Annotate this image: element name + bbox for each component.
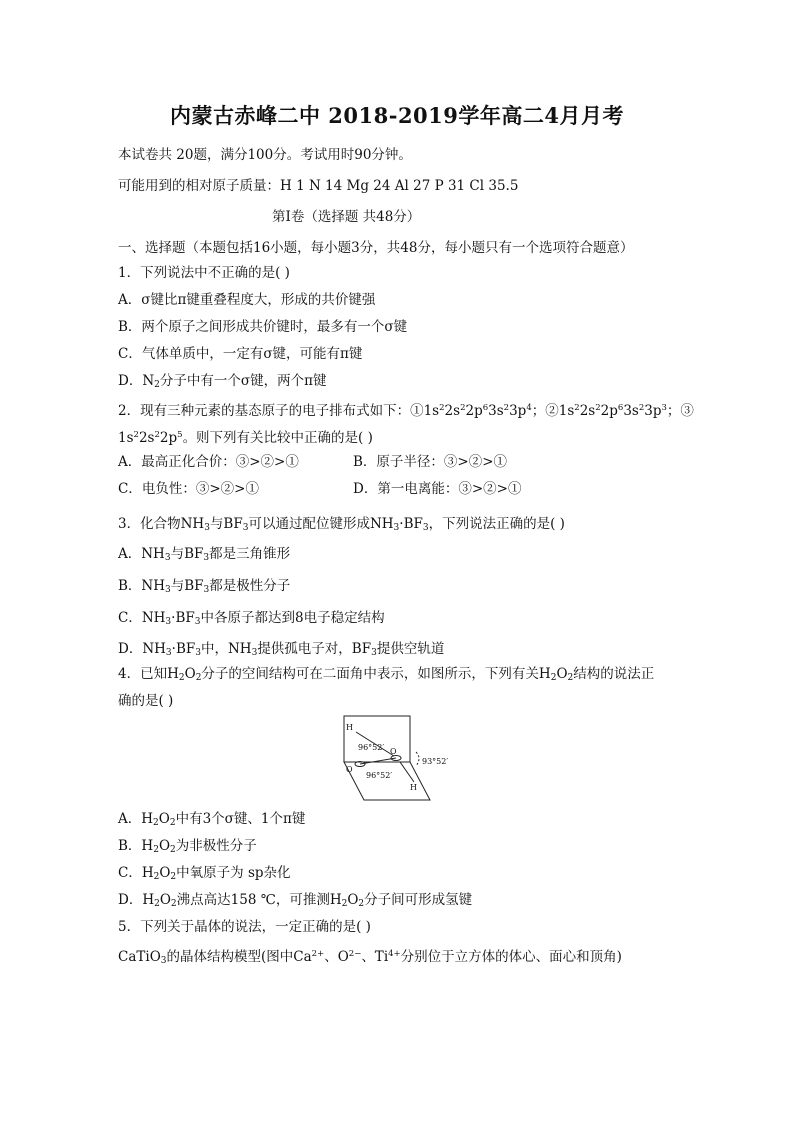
q2-option-b: B．原子半径：③>②>① [353,454,508,470]
q3-option-b: B．$NH_3$与$BF_3$都是极性分子 [118,578,291,595]
q3-option-d: D．$NH_3\cdot BF_3$中，$NH_3$提供孤电子对，$BF_3$提供空轨道 [118,641,445,658]
q1-option-c: C．气体单质中，一定有σ键，可能有π键 [118,346,363,362]
q4-option-d: D．$H_2O_2$沸点高达158 ℃，可推测$H_2O_2$分子间可形成氢键 [118,892,473,909]
q2-options-row1 [118,453,299,471]
q4-stem-line2: 确的是( ) [118,693,174,709]
fig-label-h-top: H [346,723,353,732]
fig-label-angle-top: 96°52′ [358,743,385,752]
lower-plane [344,762,430,800]
q3-option-a: A．$NH_3$与$BF_3$都是三角锥形 [118,546,291,563]
exam-intro: 本试卷共 20题，满分100分。考试用时90分钟。 [118,147,412,163]
section1-header: 一、选择题（本题包括16小题，每小题3分，共48分，每小题只有一个选项符合题意） [118,240,634,256]
q4-option-b: B．$H_2O_2$为非极性分子 [118,838,257,855]
exam-title: 内蒙古赤峰二中 2018-2019学年高二4月月考 [169,103,625,128]
q4-option-c: C．$H_2O_2$中氧原子为 sp杂化 [118,865,291,882]
q5-stem: 5．下列关于晶体的说法，一定正确的是( ) [118,919,371,935]
q1-option-a: A．σ键比π键重叠程度大，形成的共价键强 [118,292,376,308]
q5-catio3-line: CaTiO$_3$的晶体结构模型(图中$Ca^{2+}$、$O^{2-}$、$Ti^{4+}$分别位于立方体的体心、面心和顶角) [118,949,622,966]
part1-header: 第Ⅰ卷（选择题 共48分） [272,209,421,225]
o-o-bond [360,758,396,764]
dihedral-arc [416,752,419,766]
q2-option-a: A．最高正化合价：③>②>① [118,454,299,470]
atomic-mass-line: 可能用到的相对原子质量：H 1 N 14 Mg 24 Al 27 P 31 Cl 35.5 [118,178,519,194]
upper-plane [344,716,410,762]
q4-option-a: A．$H_2O_2$中有3个σ键、1个π键 [118,811,306,828]
q1-option-d: D．$N_2$分子中有一个σ键，两个π键 [118,373,327,390]
q1-option-b: B．两个原子之间形成共价键时，最多有一个σ键 [118,319,408,335]
q4-stem-line1: 4．已知$H_2O_2$分子的空间结构可在二面角中表示，如图所示，下列有关$H_2O_2$结构的说法正 [118,666,655,683]
q2-option-c: C．电负性：③>②>① [118,481,259,497]
q3-option-c: C．$NH_3\cdot BF_3$中各原子都达到8电子稳定结构 [118,610,385,627]
fig-label-h-bottom: H [410,783,417,792]
q2-stem-line2: $1s^22s^22p^5$。则下列有关比较中正确的是( ) [118,430,373,446]
h2o2-dihedral-figure [330,712,470,808]
fig-label-o-top: O [390,747,397,756]
q2-option-d: D．第一电离能：③>②>① [353,481,522,497]
q1-stem: 1．下列说法中不正确的是( ) [118,265,290,281]
q2-stem-line1: 2．现有三种元素的基态原子的电子排布式如下：$①1s^22s^22p^63s^23p^4$；$②1s^22s^22p^63s^23p^3$；③ [118,403,694,419]
fig-label-dihedral: 93°52′ [422,757,449,766]
q3-stem: 3．化合物$NH_3$与$BF_3$可以通过配位键形成$NH_3\cdot BF_3$，下列说法正确的是( ) [118,516,565,533]
fig-label-o-bottom: O [346,765,353,774]
fig-label-angle-bottom: 96°52′ [366,771,393,780]
